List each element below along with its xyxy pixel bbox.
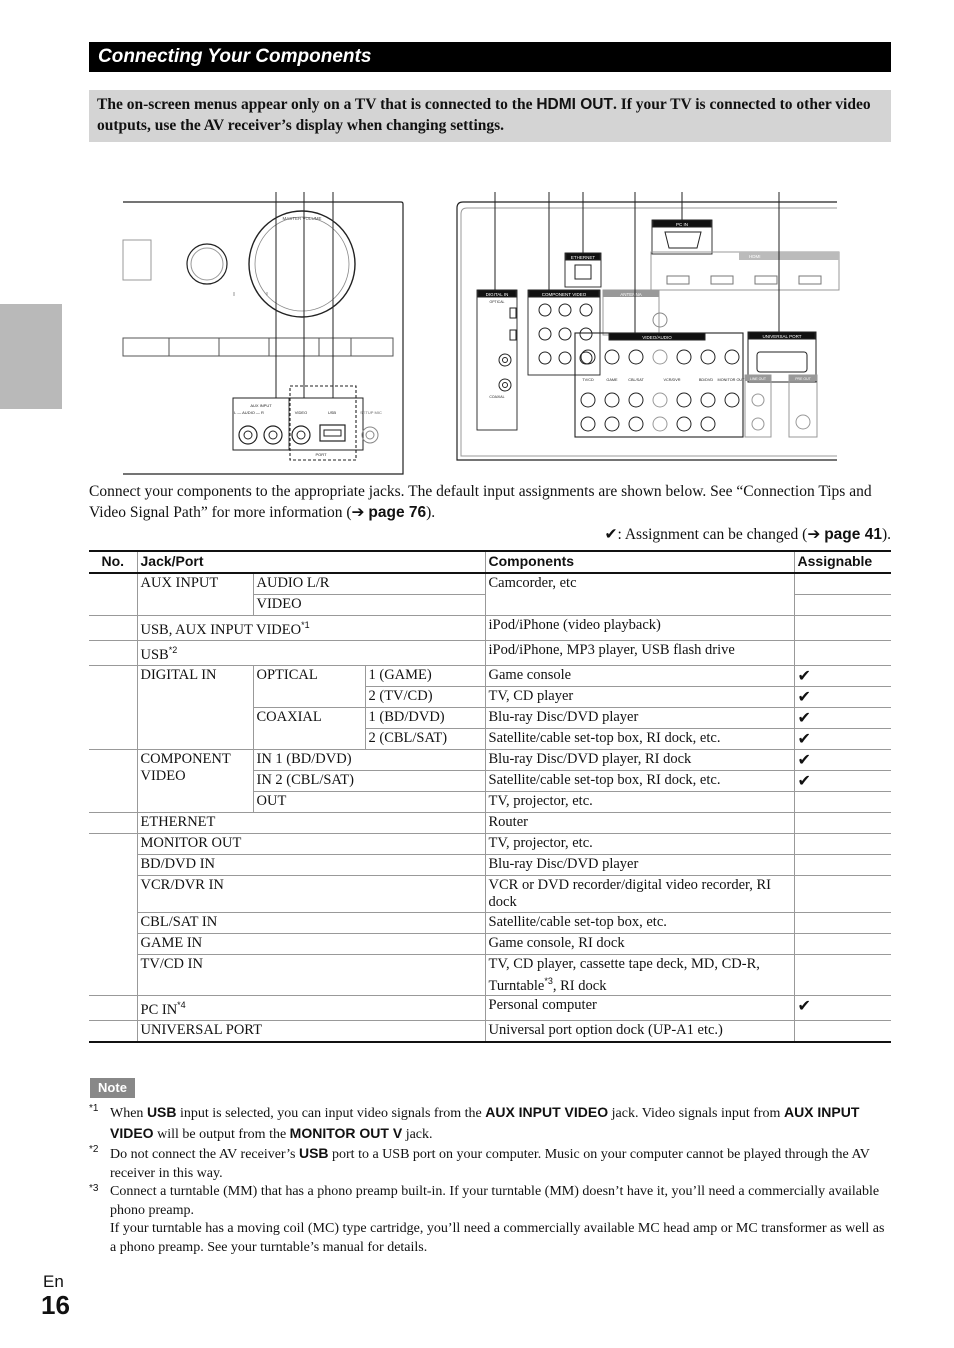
cell-components: TV, projector, etc.: [485, 791, 794, 812]
page-41-link[interactable]: page 41: [824, 526, 882, 543]
check-mark-icon: ✔: [794, 996, 891, 1021]
cell-assignable: [794, 1021, 891, 1043]
cell-components: Personal computer: [485, 996, 794, 1021]
note-usb: USB: [146, 1104, 177, 1120]
rear-game: GAME: [606, 378, 618, 382]
header-no: No.: [89, 551, 137, 573]
note-text: will be output from the: [153, 1126, 290, 1142]
cell-jack: ETHERNET: [137, 812, 485, 833]
assignment-text: : Assignment can be changed (: [617, 526, 808, 543]
cell-jack: GAME IN: [137, 933, 485, 954]
front-audio-lr: L — AUDIO — R: [234, 410, 264, 415]
cell-components: Blu-ray Disc/DVD player, RI dock: [485, 749, 794, 770]
footnote-3: [89, 1183, 891, 1257]
footnote-ref: *4: [177, 1000, 186, 1011]
cell-components: Satellite/cable set-top box, RI dock, etc.: [485, 770, 794, 791]
table-row: [89, 640, 891, 665]
note-aux-video: AUX INPUT VIDEO: [110, 1104, 860, 1141]
rear-component-video: COMPONENT VIDEO: [541, 292, 587, 297]
jack-pc-in: PC IN: [140, 1002, 178, 1019]
jack-assignment-table: [89, 550, 891, 1043]
cell-no: [89, 749, 137, 812]
cell-components: Game console: [485, 665, 794, 686]
rear-coaxial: COAXIAL: [489, 395, 505, 399]
cell-components: VCR or DVD recorder/digital video recorder, RI dock: [485, 875, 794, 912]
cell-jack: [137, 616, 485, 641]
cell-jack: BD/DVD IN: [137, 854, 485, 875]
footnote-1: [89, 1103, 891, 1144]
cell-components: [485, 954, 794, 996]
receiver-diagram: [89, 180, 891, 480]
body-text: Connect your components to the appropriate jacks. The default input assignments are shown below. See “Connection Tips and Video Signal Path” for more information (: [89, 483, 872, 521]
cell-components: Game console, RI dock: [485, 933, 794, 954]
check-mark-icon: ✔: [604, 526, 618, 543]
body-paragraph: [89, 481, 889, 523]
front-master-volume: MASTER VOLUME: [282, 216, 322, 221]
cell-jack: MONITOR OUT: [137, 833, 485, 854]
table-row: [89, 833, 891, 854]
cell-assignable: [794, 912, 891, 933]
table-row: [89, 573, 891, 595]
header-assignable: Assignable: [794, 551, 891, 573]
cell-jack: TV/CD IN: [137, 954, 485, 996]
cell-components: iPod/iPhone (video playback): [485, 616, 794, 641]
body-end: ).: [426, 504, 436, 521]
cell-no: [89, 640, 137, 665]
front-usb: USB: [327, 410, 337, 415]
footnote-ref: *3: [544, 975, 553, 986]
cell-no: [89, 996, 137, 1021]
cell-no: [89, 665, 137, 749]
cell-jack: VCR/DVR IN: [137, 875, 485, 912]
cell-no: [89, 812, 137, 833]
table-row: [89, 812, 891, 833]
footnote-mark: *3: [89, 1183, 99, 1194]
rear-video-audio: VIDEO/AUDIO: [642, 335, 672, 340]
cell-subjack: 1 (BD/DVD): [365, 707, 485, 728]
cell-jack: UNIVERSAL PORT: [137, 1021, 485, 1043]
jack-usb: USB: [140, 646, 169, 663]
table-row: [89, 665, 891, 686]
footnote-ref: *2: [168, 644, 178, 655]
cell-assignable: [794, 573, 891, 595]
cell-components: Universal port option dock (UP-A1 etc.): [485, 1021, 794, 1043]
cell-assignable: [794, 812, 891, 833]
check-mark-icon: ✔: [794, 707, 891, 728]
header-components: Components: [485, 551, 794, 573]
intro-box: [89, 90, 891, 142]
footnote-mark: *2: [89, 1144, 99, 1155]
side-tab: [0, 304, 62, 409]
note-text: If your turntable has a moving coil (MC) type cartridge, you’ll need a commercially available MC head amp or MC transformer as well as a phono preamp. See your turntable’s manual for details.: [110, 1221, 885, 1255]
footnote-ref: *1: [301, 620, 310, 630]
cell-assignable: [794, 875, 891, 912]
header-jack-port: Jack/Port: [137, 551, 485, 573]
intro-hdmi-out: HDMI OUT: [536, 96, 613, 113]
cell-subjack: OPTICAL: [253, 665, 365, 707]
table-row: [89, 854, 891, 875]
note-badge: Note: [90, 1078, 135, 1098]
intro-text-1: The on-screen menus appear only on a TV that is connected to the: [97, 96, 537, 113]
rear-optical: OPTICAL: [489, 300, 505, 304]
cell-components: Camcorder, etc: [485, 573, 794, 616]
cell-subjack: VIDEO: [253, 595, 485, 616]
cell-subjack: OUT: [253, 791, 485, 812]
note-text: input is selected, you can input video signals from the: [176, 1106, 486, 1121]
intro-text-2: . If your TV is connected to other video outputs, use the AV receiver’s display when changing settings.: [97, 96, 871, 134]
cell-assignable: [794, 933, 891, 954]
cell-no: [89, 1021, 137, 1043]
page-76-link[interactable]: page 76: [368, 504, 427, 521]
rear-vcr-dvr: VCR/DVR: [663, 378, 681, 382]
footnotes: [89, 1103, 891, 1257]
note-usb: USB: [298, 1145, 329, 1161]
table-header-row: [89, 551, 891, 573]
cell-jack: CBL/SAT IN: [137, 912, 485, 933]
rear-panel: [457, 192, 839, 460]
cell-components: TV, projector, etc.: [485, 833, 794, 854]
rear-digital-in: DIGITAL IN: [485, 292, 509, 297]
assignment-end: ).: [881, 526, 891, 543]
cell-jack: [137, 640, 485, 665]
cell-assignable: [794, 833, 891, 854]
table-row: [89, 996, 891, 1021]
cell-jack: DIGITAL IN: [137, 665, 253, 749]
cell-jack: AUX INPUT: [137, 573, 253, 616]
rear-pc-in: PC IN: [675, 222, 689, 227]
note-text: jack. Video signals input from: [608, 1106, 784, 1121]
cell-components: TV, CD player: [485, 686, 794, 707]
table-row: [89, 954, 891, 996]
arrow-glyph: ➔: [807, 526, 821, 543]
cell-no: [89, 833, 137, 996]
cell-no: [89, 573, 137, 616]
cell-components: Satellite/cable set-top box, RI dock, etc.: [485, 728, 794, 749]
cell-subjack: IN 1 (BD/DVD): [253, 749, 485, 770]
page-language: En: [43, 1272, 64, 1291]
rear-cbl-sat: CBL/SAT: [628, 378, 644, 382]
rear-monitor-out: MONITOR OUT: [717, 378, 745, 382]
cell-assignable: [794, 616, 891, 641]
note-text: When: [110, 1106, 147, 1121]
cell-jack: COMPONENT VIDEO: [137, 749, 253, 812]
cell-assignable: [794, 640, 891, 665]
tvcd-components: TV, CD player, cassette tape deck, MD, CD-R, Turntable: [488, 955, 760, 994]
table-row: [89, 749, 891, 770]
check-mark-icon: ✔: [794, 770, 891, 791]
note-text: port to a USB port on your computer. Music on your computer cannot be played through the AV receiver in this way.: [110, 1147, 870, 1181]
page-title: Connecting Your Components: [89, 42, 891, 72]
rear-antenna: ANTENNA: [620, 292, 642, 297]
tvcd-components-end: , RI dock: [552, 977, 607, 994]
front-video: VIDEO: [294, 410, 308, 415]
page-number: 16: [41, 1290, 70, 1320]
cell-subjack: 2 (TV/CD): [365, 686, 485, 707]
rear-bd-dvd: BD/DVD: [698, 378, 714, 382]
cell-no: [89, 616, 137, 641]
rear-ethernet: ETHERNET: [570, 255, 596, 260]
front-aux-input: AUX INPUT: [250, 403, 272, 408]
rear-hdmi: HDMI: [749, 254, 761, 259]
cell-jack: [137, 996, 485, 1021]
jack-usb-aux: USB, AUX INPUT VIDEO: [140, 621, 302, 638]
note-monitor-out: MONITOR OUT V: [289, 1124, 403, 1141]
front-setup-mic: SETUP MIC: [360, 410, 382, 415]
cell-assignable: [794, 854, 891, 875]
cell-components: iPod/iPhone, MP3 player, USB flash drive: [485, 640, 794, 665]
cell-assignable: [794, 595, 891, 616]
footnote-2: [89, 1144, 891, 1183]
front-port: PORT: [315, 452, 327, 457]
rear-line-out: LINE OUT: [749, 377, 767, 381]
check-mark-icon: ✔: [794, 728, 891, 749]
table-row: [89, 616, 891, 641]
check-mark-icon: ✔: [794, 665, 891, 686]
cell-subjack: 2 (CBL/SAT): [365, 728, 485, 749]
cell-assignable: [794, 954, 891, 996]
note-text: Connect a turntable (MM) that has a phono preamp built-in. If your turntable (MM) doesn’t have it, you’ll need a commercially available phono preamp.: [110, 1184, 880, 1218]
table-row: [89, 1021, 891, 1043]
cell-subjack: COAXIAL: [253, 707, 365, 749]
note-text: Do not connect the AV receiver’s: [110, 1147, 299, 1162]
cell-components: Satellite/cable set-top box, etc.: [485, 912, 794, 933]
cell-subjack: 1 (GAME): [365, 665, 485, 686]
assignment-legend: [605, 524, 891, 545]
table-row: [89, 912, 891, 933]
cell-components: Router: [485, 812, 794, 833]
rear-tv-cd: TV/CD: [582, 378, 594, 382]
cell-components: Blu-ray Disc/DVD player: [485, 707, 794, 728]
arrow-glyph: ➔: [351, 504, 365, 521]
cell-assignable: [794, 791, 891, 812]
cell-components: Blu-ray Disc/DVD player: [485, 854, 794, 875]
check-mark-icon: ✔: [794, 686, 891, 707]
footnote-mark: *1: [89, 1103, 99, 1114]
table-row: [89, 875, 891, 912]
rear-universal-port: UNIVERSAL PORT: [762, 334, 802, 339]
note-aux-video: AUX INPUT VIDEO: [485, 1104, 609, 1120]
rear-pre-out: PRE OUT: [795, 377, 811, 381]
front-panel: [123, 192, 403, 474]
cell-subjack: AUDIO L/R: [253, 573, 485, 595]
cell-subjack: IN 2 (CBL/SAT): [253, 770, 485, 791]
check-mark-icon: ✔: [794, 749, 891, 770]
note-text: jack.: [402, 1126, 433, 1142]
table-row: [89, 933, 891, 954]
